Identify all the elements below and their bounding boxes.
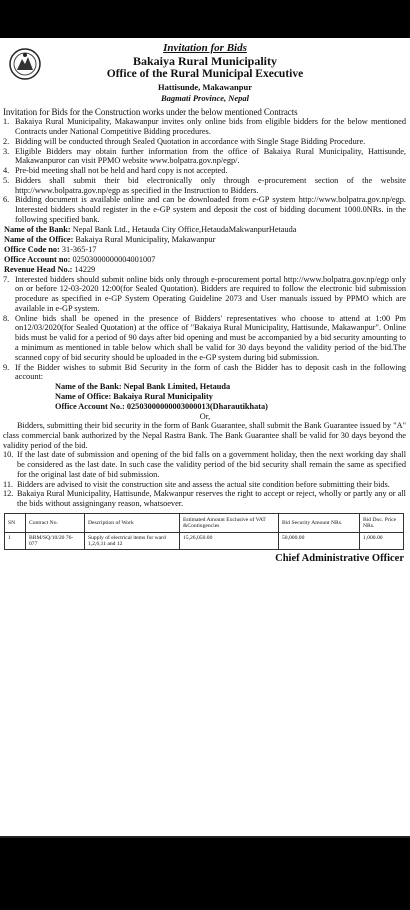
table-header-row: SN Contract No. Description of Work Estimated Amount Exclusive of VAT &Contingencies Bid Security Amount NRs. Bid Doc. Price NRs.	[5, 514, 404, 533]
bottom-divider	[0, 836, 410, 838]
address: Hattisunde, Makawanpur	[158, 81, 252, 92]
items-block-1	[3, 117, 406, 225]
bank-details: Name of the Bank: Nepal Bank Ltd., Hetauda City Office,HetaudaMakwanpurHetauda Name of the Office: Bakaiya Rural Municipality, Makawanpur Office Code no: 31-365-17 Office Account no: 02503000000004001007 Revenue Head No.: 14229	[4, 224, 297, 274]
notice-paper	[0, 38, 410, 838]
notice-title: Invitation for Bids	[163, 42, 247, 54]
items-block-3	[3, 450, 406, 509]
deposit-account: Name of the Bank: Nepal Bank Limited, Hetauda Name of Office: Bakaiya Rural Municipality Office Account No.: 02503000000003000013(Dharautikhata) Or,	[0, 382, 410, 421]
list-item: 1. Bakaiya Rural Municipality, Makawanpur invites only online bids from eligible bidders for the below mentioned Contracts under National Competitive Bidding procedures.	[3, 117, 406, 136]
province: Bagmati Province, Nepal	[160, 93, 250, 104]
list-item: 3. Eligible Bidders may obtain further information from the office of Bakaiya Rural Municipality, Hattisunde, Makawanpuror can visit PPMO website www.bolpatra.gov.np/egp/.	[3, 146, 406, 166]
items-block-2	[3, 275, 406, 383]
table-row: 1 BRM/SQ/10/20 76-077 Supply of electrical items for ward 1,2,6,11 and 12 15,26,050.00 50,000.00 1,000.00	[5, 533, 404, 550]
list-item: 10. If the last date of submission and opening of the bid falls on a government holiday, then the next working day shall be considered as the last date. In such case the validity period of the bid security shall remain the same as specified for the original last date of bid submission.	[3, 450, 406, 479]
intro-line: Invitation for Bids for the Construction works under the below mentioned Contracts	[3, 107, 298, 118]
bank-guarantee-paragraph: Bidders, submitting their bid security in the form of Bank Guarantee, shall submit the Bank Guarantee issued by "A" class commercial bank authorized by the Nepal Rastra Bank. The Bank Guarantee shall be valid for 30 days beyond the validity period of the bid.	[3, 421, 406, 450]
list-item: 7. Interested bidders should submit online bids only through e-procurement portal http://www.bolpatra.gov.np/egp only on or before 12-03-2020 12:00(for Sealed Quotation). Bidders are required to follow the electronic bid submission procedure as specified in e-GP System Operating Guideline 2073 and User manuals issued by PPMO which are available in e-GP system.	[3, 274, 406, 313]
office-name: Office of the Rural Municipal Executive	[106, 68, 304, 81]
list-item: 5. Bidders shall submit their bid electronically only through e-procurement section of the website http://www.bolpatra.gov.np/egp as specified in the Instruction to Bidders.	[3, 175, 406, 195]
list-item: 9. If the Bidder wishes to submit Bid Security in the form of cash the Bidder has to deposit cash in the following account:	[3, 362, 406, 382]
or-text: Or,	[199, 412, 211, 421]
list-item: 11. Bidders are advised to visit the construction site and assess the actual site condition before submitting their bids.	[3, 479, 390, 489]
list-item: 4. Pre-bid meeting shall not be held and hard copy is not accepted.	[3, 166, 228, 176]
list-item: 2. Bidding will be conducted through Sealed Quotation in accordance with Single Stage Bidding Procedure.	[3, 136, 366, 146]
list-item: 12. Bakaiya Rural Municipality, Hattisunde, Makwanpur reserves the right to accept or reject, wholly or partly any or all the bids without assigningany reason, whatsoever.	[3, 489, 406, 509]
contracts-table	[4, 513, 404, 550]
signature: Chief Administrative Officer	[275, 553, 404, 565]
org-name: Bakaiya Rural Municipality	[132, 53, 278, 68]
municipal-emblem-icon	[8, 46, 42, 82]
list-item: 6. Bidding document is available online and can be downloaded from e-GP system http://www.bolpatra.gov.np/egp. Interested bidders should register in the e-GP system and deposit the cost of bidding document 1000.0NRs. in the following specified bank.	[3, 195, 406, 224]
list-item: 8. Online bids shall be opened in the presence of Bidders' representatives who choose to attend at 1:00 Pm on12/03/2020(for Sealed Quotation) at the office of "Bakaiya Rural Municipality, Hattisunde, Makawanpur". Online bids must be valid for a period of 90 days after bid opening and must be accompanied by a bid security amounting to a minimum as mentioned in table below which shall be valid for 30 days beyond the validity period of the bid.The scanned copy of bid security should be uploaded in the e-GP system during bid submission.	[3, 313, 406, 362]
